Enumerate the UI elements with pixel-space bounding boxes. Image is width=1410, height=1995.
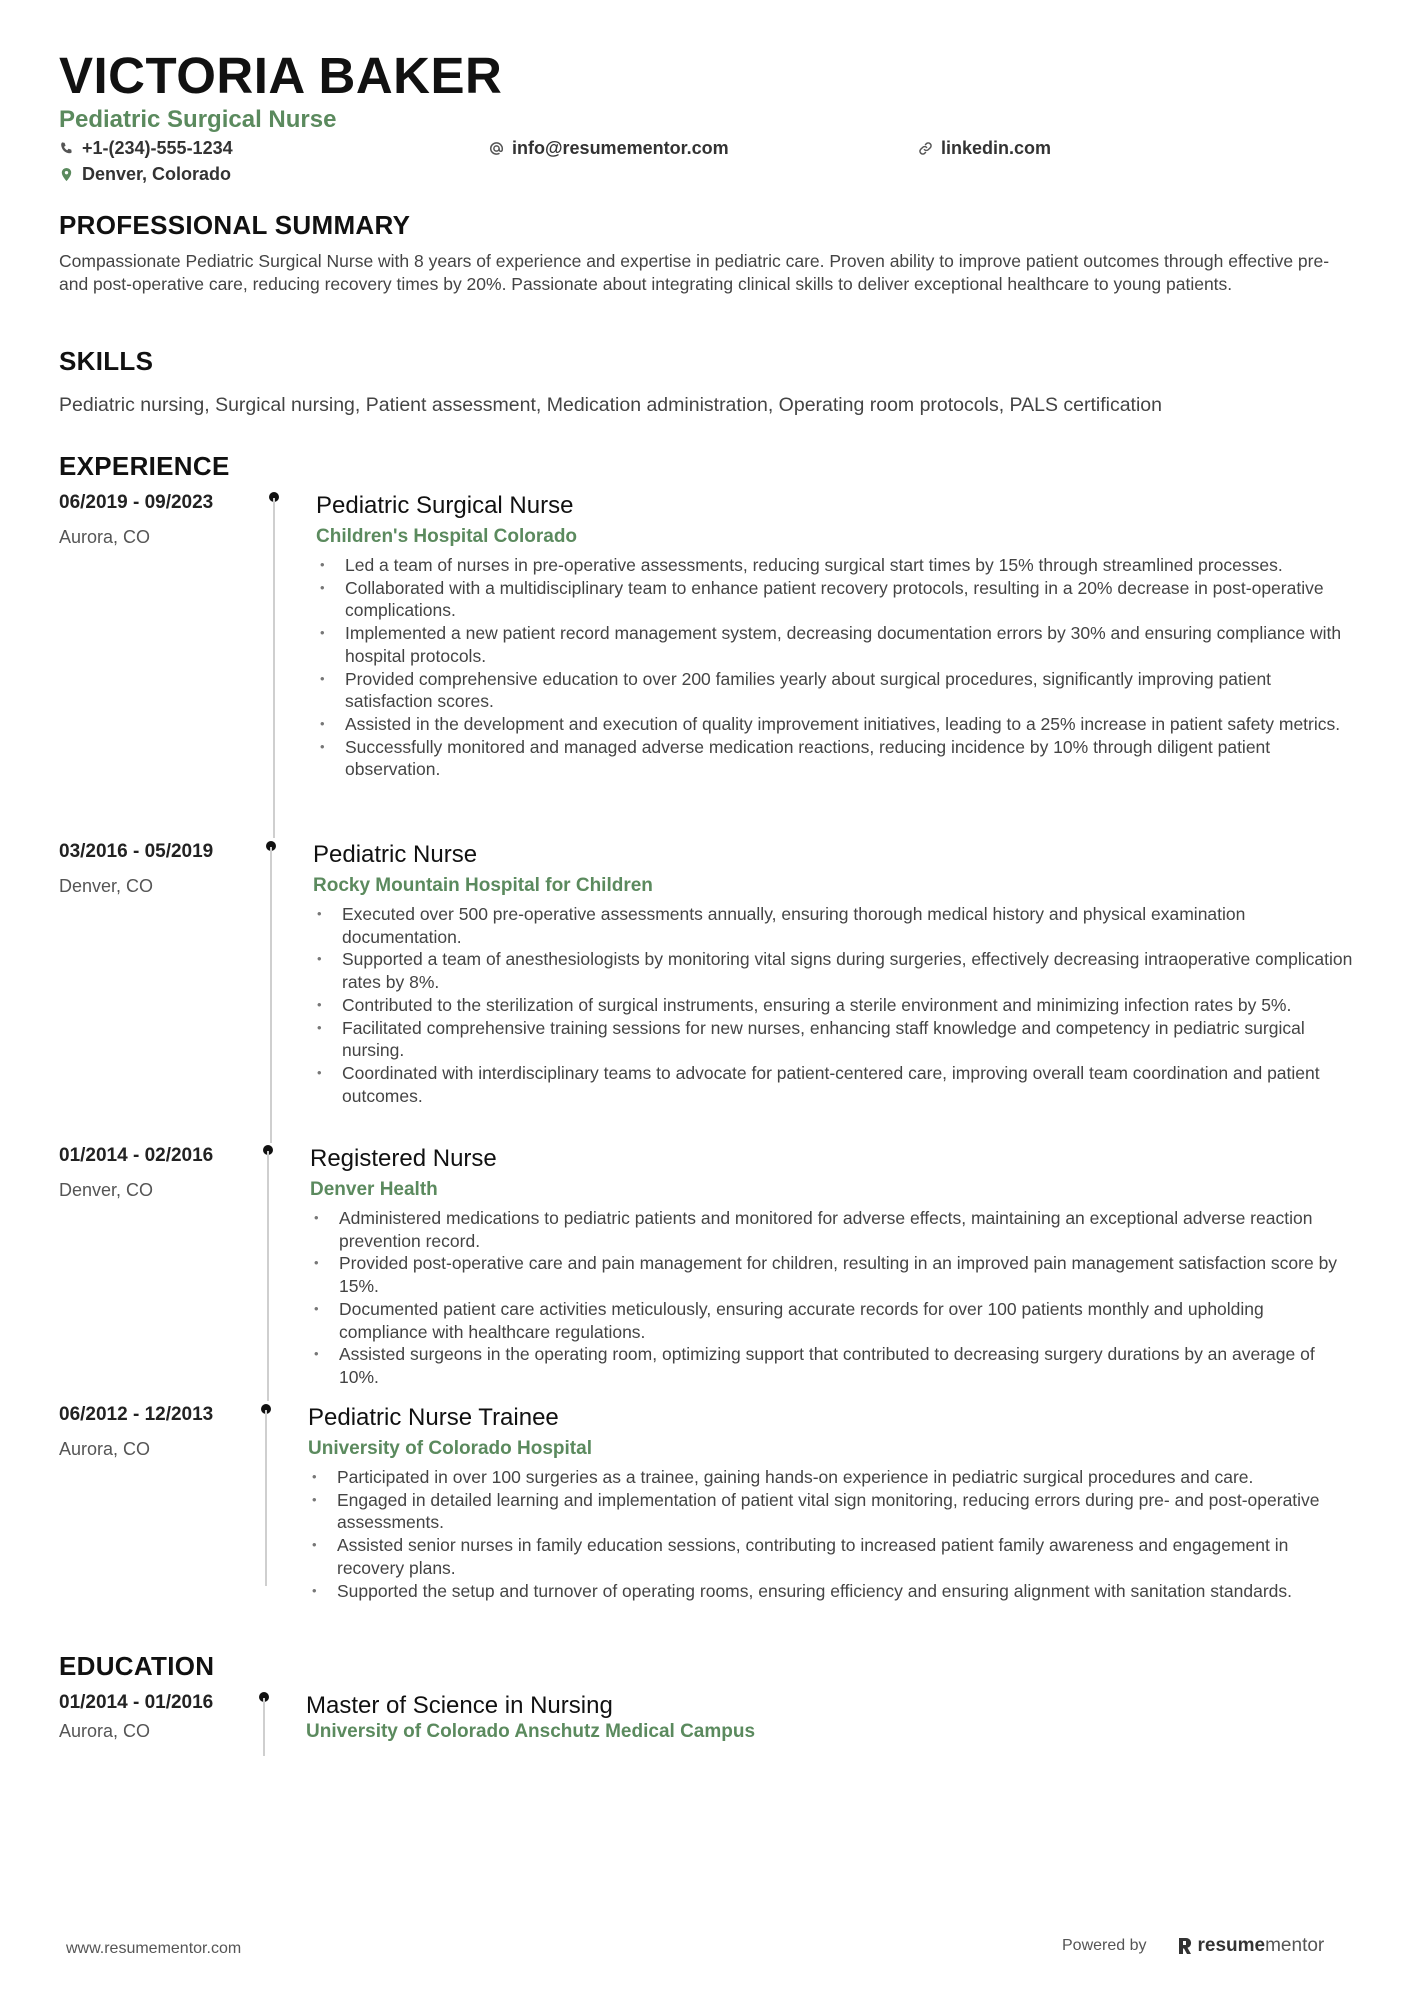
education-heading: EDUCATION: [59, 1651, 215, 1681]
job-org: Rocky Mountain Hospital for Children: [313, 875, 653, 896]
job-bullet: • Collaborated with a multidisciplinary team to enhance patient recovery protocols, resulting in a 20% decrease in post-operative complications.: [316, 577, 1351, 622]
job-org: Denver Health: [310, 1179, 438, 1200]
job-dates: 06/2012 - 12/2013: [59, 1404, 214, 1425]
job-bullet: • Provided comprehensive education to over 200 families yearly about surgical procedures, significantly improving patient satisfaction scores.: [316, 668, 1351, 713]
phone-icon: [59, 141, 74, 156]
brand-logo[interactable]: [1177, 1935, 1325, 1957]
job-bullet: • Assisted senior nurses in family education sessions, contributing to increased patient family awareness and engagement in recovery plans.: [308, 1534, 1353, 1579]
job-bullet: • Contributed to the sterilization of surgical instruments, ensuring a sterile environment and minimizing infection rates by 5%.: [313, 994, 1353, 1017]
job-bullets: [310, 1207, 1350, 1389]
job-bullet: • Documented patient care activities meticulously, ensuring accurate records for over 100 patients monthly and upholding compliance with healthcare regulations.: [310, 1298, 1350, 1343]
job-bullet: • Executed over 500 pre-operative assessments annually, ensuring thorough medical history and physical examination documentation.: [313, 903, 1353, 948]
education-school: University of Colorado Anschutz Medical Campus: [306, 1721, 756, 1742]
timeline-rail: [270, 847, 272, 1143]
brand-bold-text: resume: [1197, 1935, 1266, 1956]
contact-linkedin[interactable]: [918, 138, 1051, 159]
candidate-name: VICTORIA BAKER: [59, 47, 503, 104]
location-pin-icon: [59, 167, 74, 182]
job-role: Pediatric Surgical Nurse: [316, 492, 574, 519]
education-degree: Master of Science in Nursing: [306, 1692, 613, 1719]
job-bullets: [316, 554, 1351, 781]
timeline-rail: [263, 1698, 265, 1756]
summary-text: Compassionate Pediatric Surgical Nurse with 8 years of experience and expertise in pediatric care. Proven ability to improve patient outcomes through effective pre- and post-operative care, reducing recovery times by 20%. Passionate about integrating clinical skills to deliver exceptional healthcare to young patients.: [59, 251, 1330, 294]
candidate-title: Pediatric Surgical Nurse: [59, 106, 337, 133]
job-bullet: • Engaged in detailed learning and implementation of patient vital sign monitoring, reducing errors during pre- and post-operative assessments.: [308, 1489, 1353, 1534]
summary-heading: PROFESSIONAL SUMMARY: [59, 210, 411, 240]
contact-phone[interactable]: [59, 138, 233, 159]
job-bullet: • Administered medications to pediatric patients and monitored for adverse effects, maintaining an exceptional adverse reaction prevention record.: [310, 1207, 1350, 1252]
job-bullet: • Supported the setup and turnover of operating rooms, ensuring efficiency and ensuring alignment with sanitation standards.: [308, 1580, 1353, 1603]
timeline-rail: [267, 1151, 269, 1401]
job-role: Pediatric Nurse: [313, 841, 478, 868]
job-bullet: • Led a team of nurses in pre-operative assessments, reducing surgical start times by 15% through streamlined processes.: [316, 554, 1351, 577]
job-bullets: [308, 1466, 1353, 1602]
job-bullet: • Supported a team of anesthesiologists by monitoring vital signs during surgeries, effectively decreasing intraoperative complication rates by 8%.: [313, 948, 1353, 993]
link-icon: [918, 141, 933, 156]
linkedin-text: linkedin.com: [941, 138, 1052, 158]
job-bullet: • Implemented a new patient record management system, decreasing documentation errors by 30% and ensuring compliance with hospital protocols.: [316, 622, 1351, 667]
skills-heading: SKILLS: [59, 346, 154, 376]
footer-website[interactable]: www.resumementor.com: [66, 1940, 242, 1957]
job-dates: 06/2019 - 09/2023: [59, 492, 214, 513]
job-bullets: [313, 903, 1353, 1107]
job-bullet: • Participated in over 100 surgeries as a trainee, gaining hands-on experience in pediatric surgical procedures and care.: [308, 1466, 1353, 1489]
phone-text: +1-(234)-555-1234: [82, 138, 233, 158]
job-role: Registered Nurse: [310, 1145, 497, 1172]
location-text: Denver, Colorado: [82, 164, 232, 184]
at-sign-icon: [489, 141, 504, 156]
powered-by-label: Powered by: [1062, 1937, 1147, 1954]
email-text: info@resumementor.com: [512, 138, 729, 158]
education-location: Aurora, CO: [59, 1721, 151, 1741]
experience-heading: EXPERIENCE: [59, 451, 230, 481]
job-bullet: • Facilitated comprehensive training sessions for new nurses, enhancing staff knowledge and competency in pediatric surgical nursing.: [313, 1017, 1353, 1062]
job-bullet: • Assisted surgeons in the operating room, optimizing support that contributed to decreasing surgery durations by an average of 10%.: [310, 1343, 1350, 1388]
footer-branding: [1062, 1935, 1324, 1957]
job-location: Denver, CO: [59, 1180, 154, 1200]
job-location: Aurora, CO: [59, 1439, 151, 1459]
job-dates: 03/2016 - 05/2019: [59, 841, 214, 862]
contact-email[interactable]: [489, 138, 729, 159]
timeline-rail: [265, 1410, 267, 1586]
brand-logo-icon: [1177, 1936, 1193, 1956]
job-org: University of Colorado Hospital: [308, 1438, 592, 1459]
job-location: Denver, CO: [59, 876, 154, 896]
job-bullet: • Assisted in the development and execution of quality improvement initiatives, leading to a 25% increase in patient safety metrics.: [316, 713, 1351, 736]
timeline-rail: [273, 498, 275, 838]
job-dates: 01/2014 - 02/2016: [59, 1145, 214, 1166]
job-bullet: • Provided post-operative care and pain management for children, resulting in an improved pain management satisfaction score by 15%.: [310, 1252, 1350, 1297]
education-dates: 01/2014 - 01/2016: [59, 1692, 214, 1713]
job-org: Children's Hospital Colorado: [316, 526, 578, 547]
job-bullet: • Successfully monitored and managed adverse medication reactions, reducing incidence by 10% through diligent patient observation.: [316, 736, 1351, 781]
skills-text: Pediatric nursing, Surgical nursing, Patient assessment, Medication administration, Operating room protocols, PALS certification: [59, 394, 1162, 416]
brand-light-text: mentor: [1265, 1935, 1325, 1956]
contact-location: [59, 164, 231, 185]
job-role: Pediatric Nurse Trainee: [308, 1404, 559, 1431]
job-location: Aurora, CO: [59, 527, 151, 547]
job-bullet: • Coordinated with interdisciplinary teams to advocate for patient-centered care, improving overall team coordination and patient outcomes.: [313, 1062, 1353, 1107]
